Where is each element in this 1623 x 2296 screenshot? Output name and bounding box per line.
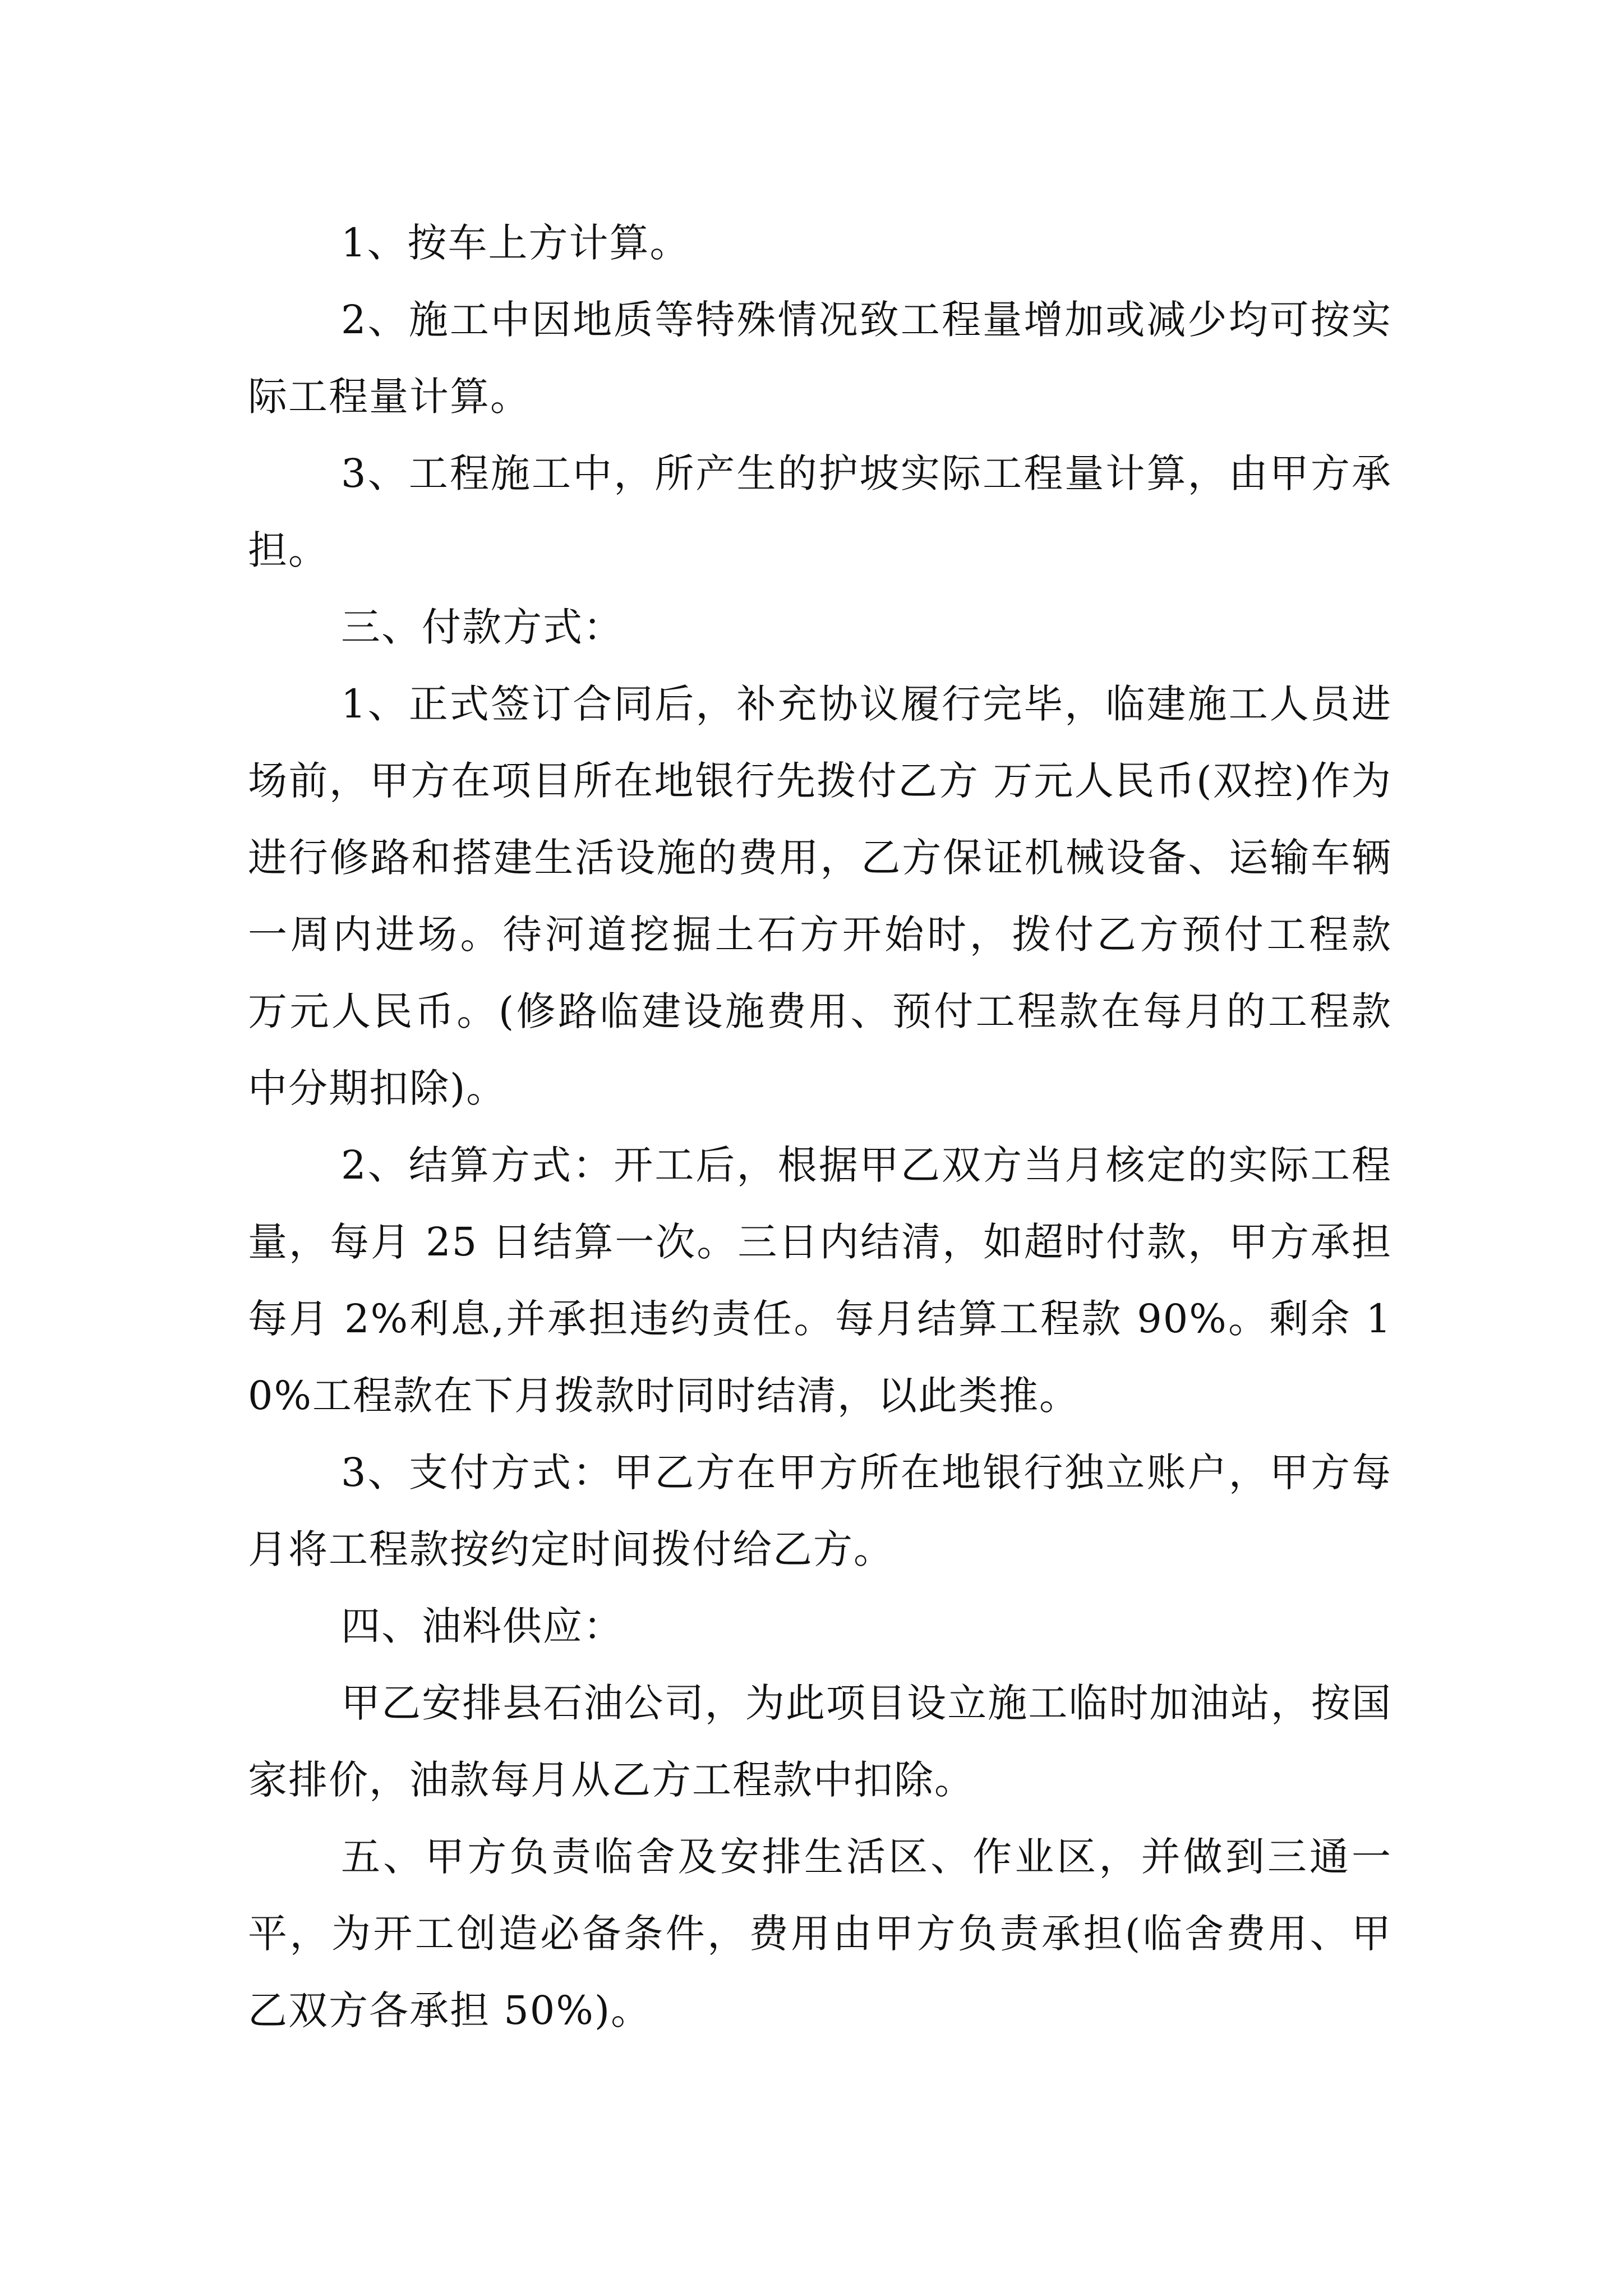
- section-heading-payment-method: 三、付款方式：: [341, 604, 624, 650]
- paragraph-payment-advance: 1、正式签订合同后，补充协议履行完毕，临建施工人员进场前，甲方在项目所在地银行先拨付乙方 万元人民币(双控)作为进行修路和搭建生活设施的费用，乙方保证机械设备、运输车辆一周内进场。待河道挖掘土石方开始时，拨付乙方预付工程款 万元人民币。(修路临建设施费用、预付工程款在每月的工程款中分期扣除)。: [248, 681, 1392, 1111]
- paragraph-item-3-slope-protection: 3、工程施工中，所产生的护坡实际工程量计算，由甲方承担。: [248, 450, 1392, 573]
- section-heading-temporary-housing: 五、甲方负责临舍及安排生活区、作业区，并做到三通一平，为开工创造必备条件，费用由甲方负责承担(临舍费用、甲乙双方各承担 50%)。: [248, 1834, 1392, 2033]
- document-body: [248, 205, 1392, 2049]
- paragraph-payment-settlement: 2、结算方式：开工后，根据甲乙双方当月核定的实际工程量，每月 25 日结算一次。三日内结清，如超时付款，甲方承担每月 2%利息,并承担违约责任。每月结算工程款 90%。剩余 10%工程款在下月拨款时同时结清，以此类推。: [248, 1142, 1392, 1419]
- paragraph-fuel-supply: 甲乙安排县石油公司，为此项目设立施工临时加油站，按国家排价，油款每月从乙方工程款中扣除。: [248, 1680, 1392, 1803]
- paragraph-item-2-quantity-change: 2、施工中因地质等特殊情况致工程量增加或减少均可按实际工程量计算。: [248, 297, 1392, 420]
- paragraph-item-1-calculation: 1、按车上方计算。: [341, 220, 690, 266]
- paragraph-payment-account: 3、支付方式：甲乙方在甲方所在地银行独立账户，甲方每月将工程款按约定时间拨付给乙方。: [248, 1450, 1392, 1572]
- section-heading-fuel-supply: 四、油料供应：: [341, 1603, 624, 1649]
